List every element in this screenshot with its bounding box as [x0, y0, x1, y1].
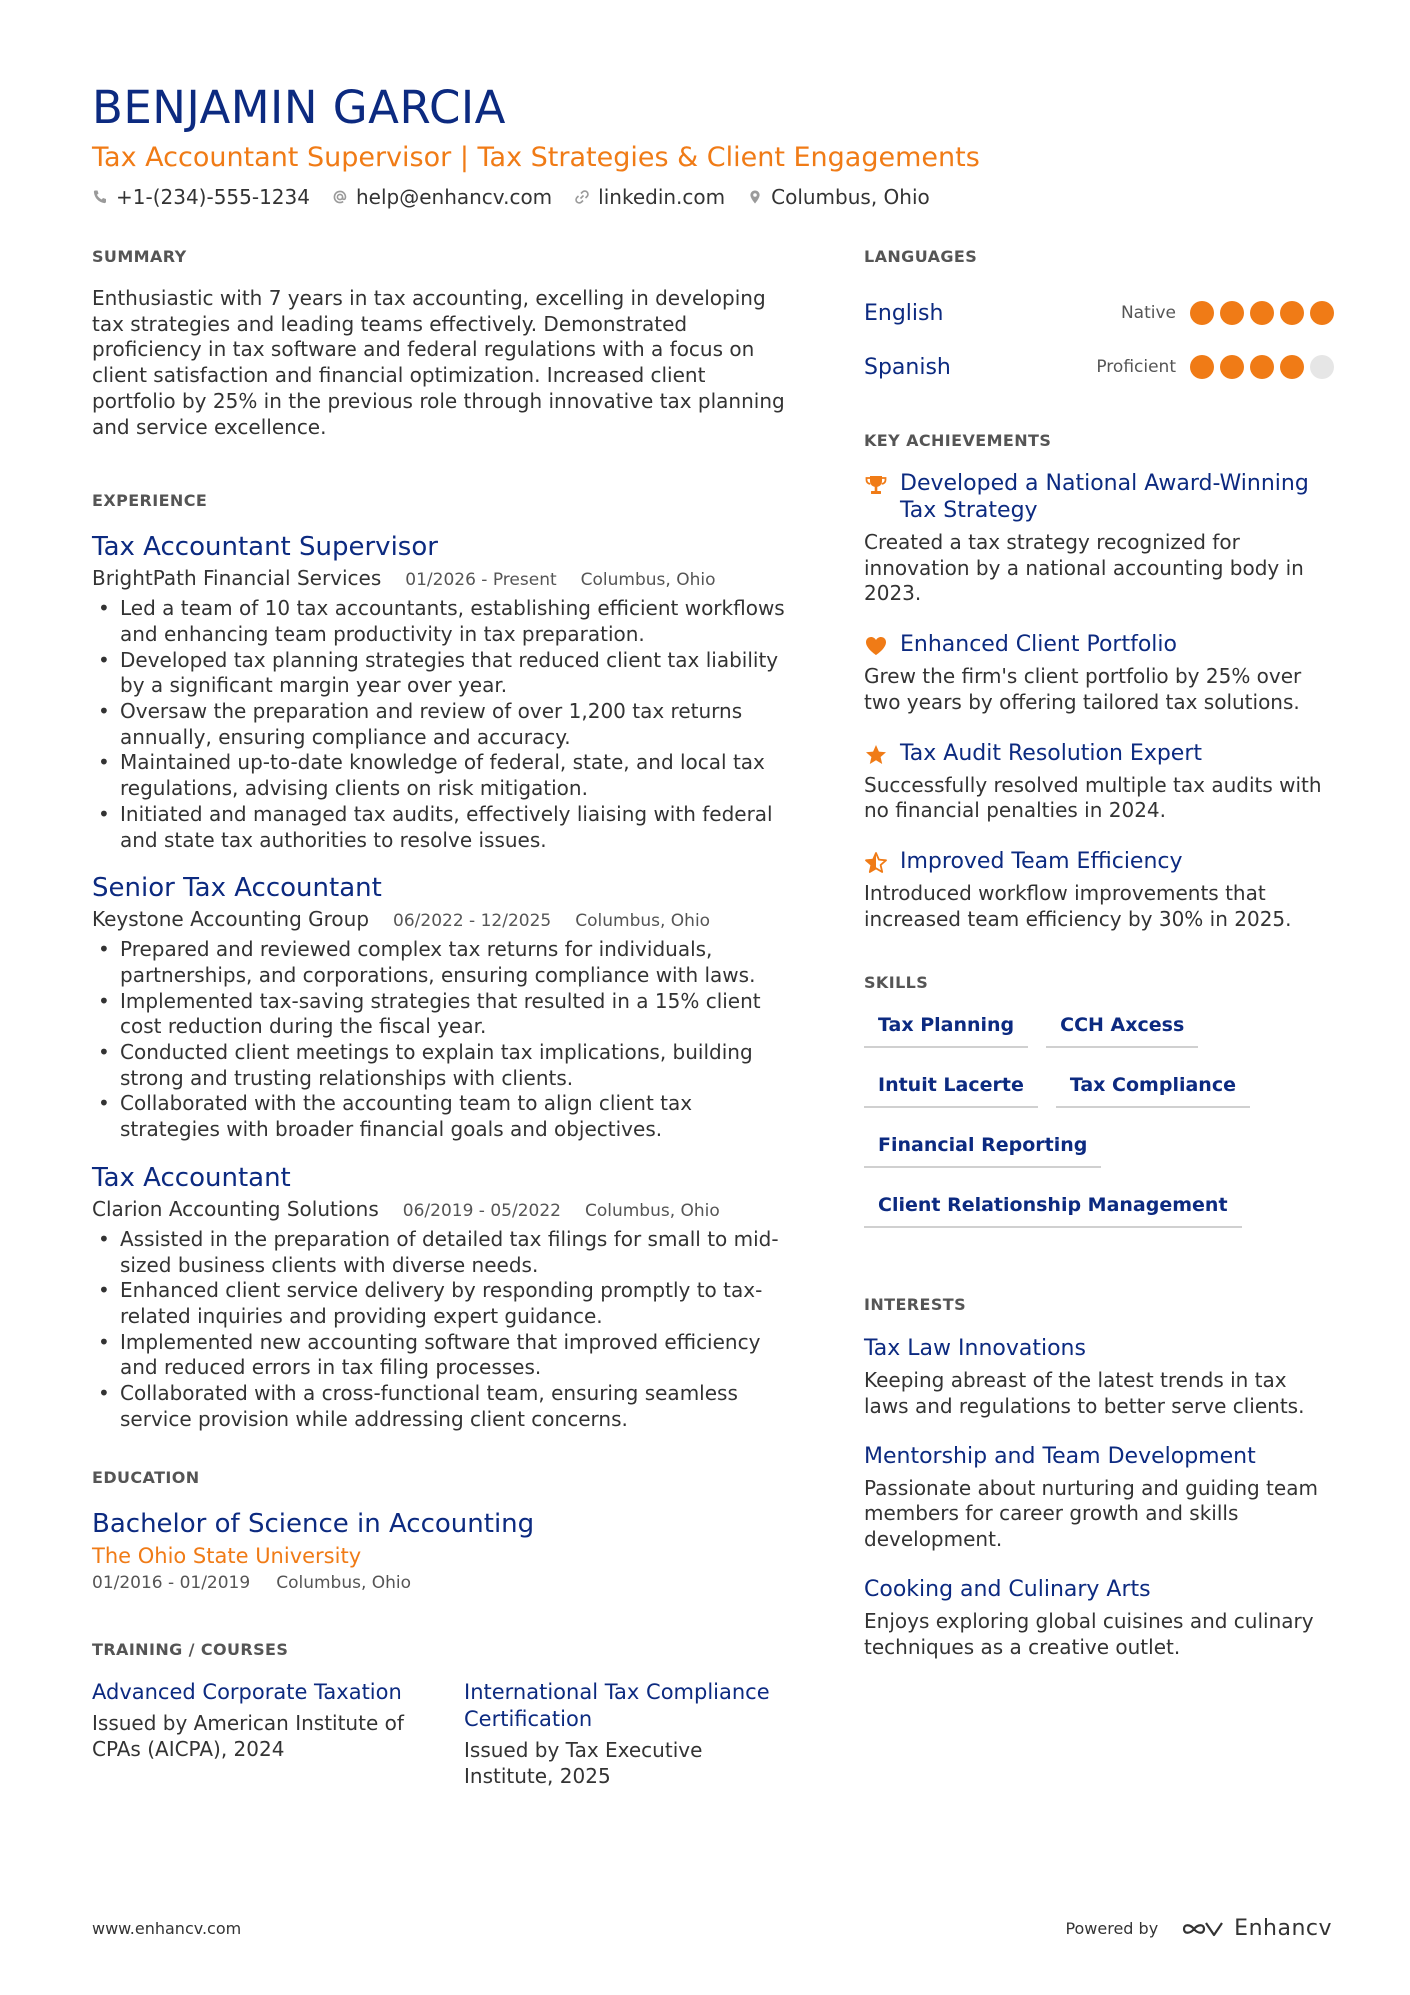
skill-tag: Tax Compliance: [1056, 1072, 1250, 1108]
achievement-desc: Introduced workflow improvements that increased team efficiency by 30% in 2025.: [864, 880, 1292, 931]
language-name: Spanish: [864, 354, 951, 380]
bullet-item: • Implemented tax-saving strategies that resulted in a 15% client cost reduction during the fiscal year.: [92, 989, 792, 1040]
rating-dot-filled: [1190, 301, 1214, 325]
skill-tag: Tax Planning: [864, 1012, 1028, 1048]
job-entry: [92, 1161, 792, 1433]
heart-icon: [864, 634, 888, 658]
rating-dot-empty: [1310, 355, 1334, 379]
rating-dot-filled: [1310, 301, 1334, 325]
job-meta: [92, 564, 792, 594]
section-title: KEY ACHIEVEMENTS: [864, 431, 1052, 450]
interest-title: Cooking and Culinary Arts: [864, 1576, 1151, 1602]
job-entry: [92, 530, 792, 853]
location-text: Columbus, Ohio: [771, 185, 930, 209]
language-name: English: [864, 300, 944, 326]
education-dates: 01/2016 - 01/2019: [92, 1572, 251, 1593]
interest-desc: Keeping abreast of the latest trends in tax laws and regulations to better serve clients.: [864, 1368, 1305, 1419]
email-text: help@enhancv.com: [355, 185, 553, 209]
achievement-header: [864, 631, 1334, 658]
job-dates: 06/2019 - 05/2022: [402, 1200, 561, 1221]
rating-dot-filled: [1250, 301, 1274, 325]
language-level: Proficient: [1096, 357, 1176, 377]
job-dates: 06/2022 - 12/2025: [393, 911, 552, 932]
job-dates: 01/2026 - Present: [405, 570, 557, 591]
achievement-desc: Created a tax strategy recognized for innovation by a national accounting body in 2023.: [864, 530, 1304, 606]
bullet-item: • Oversaw the preparation and review of over 1,200 tax returns annually, ensuring compliance and accuracy.: [92, 699, 792, 750]
achievement-title: Developed a National Award-Winning Tax Strategy: [900, 471, 1309, 523]
footer-url[interactable]: www.enhancv.com: [92, 1919, 242, 1938]
bullet-item: • Led a team of 10 tax accountants, establishing efficient workflows and enhancing team productivity in tax preparation.: [92, 596, 792, 647]
job-meta: [92, 1195, 792, 1225]
education-location: Columbus, Ohio: [276, 1572, 412, 1593]
section-title: LANGUAGES: [864, 247, 978, 266]
course-list: [92, 1679, 792, 1789]
course-item: [92, 1679, 420, 1789]
contact-location: [747, 182, 930, 212]
interest-title: Tax Law Innovations: [864, 1336, 1086, 1362]
achievement-item: [864, 470, 1334, 607]
course-title: Advanced Corporate Taxation: [92, 1679, 402, 1704]
job-company: BrightPath Financial Services: [92, 566, 382, 591]
job-company: Keystone Accounting Group: [92, 907, 370, 932]
brand-name: Enhancv: [1234, 1916, 1332, 1941]
bullet-item: • Conducted client meetings to explain tax implications, building strong and trusting relationships with clients.: [92, 1040, 792, 1091]
course-item: [464, 1679, 792, 1789]
contact-phone: [92, 182, 310, 212]
job-bullets: [92, 937, 792, 1143]
section-title: INTERESTS: [864, 1295, 966, 1315]
section-title: EDUCATION: [92, 1467, 200, 1487]
interest-item: [864, 1334, 1334, 1419]
trophy-icon: [864, 473, 888, 497]
skills-section: [864, 966, 1334, 1228]
job-meta: [92, 905, 792, 935]
achievement-desc: Grew the firm's client portfolio by 25% over two years by offering tailored tax solutions.: [864, 664, 1302, 714]
interests-section: [864, 1288, 1334, 1660]
course-title: International Tax Compliance Certification: [464, 1679, 770, 1731]
resume-header: [92, 78, 1332, 212]
bullet-item: • Assisted in the preparation of detailed tax filings for small to mid-sized business clients with diverse needs.: [92, 1227, 792, 1278]
bullet-item: • Prepared and reviewed complex tax returns for individuals, partnerships, and corporations, ensuring compliance with laws.: [92, 937, 792, 988]
contact-linkedin[interactable]: [574, 182, 725, 212]
education-school: The Ohio State University: [92, 1543, 362, 1568]
skill-tag: CCH Axcess: [1046, 1012, 1198, 1048]
rating-dot-filled: [1220, 301, 1244, 325]
language-item: [864, 286, 1334, 340]
at-icon: [332, 189, 348, 205]
achievement-item: [864, 740, 1334, 824]
bullet-item: • Implemented new accounting software that improved efficiency and reduced errors in tax filing processes.: [92, 1330, 792, 1381]
candidate-name: BENJAMIN GARCIA: [92, 81, 506, 134]
language-rating: [1190, 301, 1334, 325]
achievement-title: Tax Audit Resolution Expert: [900, 740, 1203, 766]
interest-item: [864, 1575, 1334, 1660]
rating-dot-filled: [1280, 301, 1304, 325]
star-icon: [864, 743, 888, 767]
job-entry: [92, 871, 792, 1143]
job-location: Columbus, Ohio: [575, 911, 711, 932]
contact-email[interactable]: [332, 182, 552, 212]
job-bullets: [92, 1227, 792, 1433]
section-title: EXPERIENCE: [92, 491, 208, 511]
bullet-item: • Collaborated with a cross-functional team, ensuring seamless service provision while addressing client concerns.: [92, 1381, 792, 1432]
education-degree: Bachelor of Science in Accounting: [92, 1508, 535, 1539]
achievement-header: [864, 470, 1334, 524]
job-title: Tax Accountant: [92, 1162, 291, 1193]
skill-list: [864, 1012, 1304, 1228]
rating-dot-filled: [1280, 355, 1304, 379]
section-title: TRAINING / COURSES: [92, 1639, 289, 1659]
interest-desc: Passionate about nurturing and guiding team members for career growth and skills development.: [864, 1475, 1318, 1552]
phone-icon: [92, 189, 108, 205]
contact-bar: [92, 182, 1332, 212]
summary-section: [92, 240, 792, 440]
interest-title: Mentorship and Team Development: [864, 1443, 1256, 1469]
job-location: Columbus, Ohio: [584, 1200, 720, 1221]
rating-dot-filled: [1250, 355, 1274, 379]
education-meta: [92, 1571, 792, 1595]
summary-text: Enthusiastic with 7 years in tax accounting, excelling in developing tax strategies and leading teams effectively. Demonstrated proficiency in tax software and federal regulations with a focus on client satisfaction and financial optimization. Increased client portfolio by 25% in the previous role through innovative tax planning and service excellence.: [92, 286, 785, 439]
course-issuer: Issued by American Institute of CPAs (AICPA), 2024: [92, 1710, 404, 1761]
achievement-item: [864, 848, 1334, 932]
achievement-item: [864, 631, 1334, 715]
achievement-title: Improved Team Efficiency: [900, 848, 1183, 874]
left-column: [92, 240, 792, 1789]
achievement-header: [864, 848, 1334, 875]
job-bullets: [92, 596, 792, 853]
interest-desc: Enjoys exploring global cuisines and culinary techniques as a creative outlet.: [864, 1608, 1314, 1659]
phone-text: +1-(234)-555-1234: [116, 185, 310, 209]
powered-by: [1065, 1916, 1332, 1941]
skill-tag: Client Relationship Management: [864, 1192, 1242, 1228]
languages-section: [864, 240, 1334, 394]
link-icon: [574, 189, 590, 205]
right-column: [864, 240, 1334, 1682]
enhancv-logo-icon: [1180, 1917, 1226, 1941]
brand-logo[interactable]: [1180, 1916, 1332, 1941]
linkedin-text: linkedin.com: [598, 185, 726, 209]
candidate-headline: Tax Accountant Supervisor | Tax Strategies & Client Engagements: [92, 142, 980, 173]
star-half-icon: [864, 851, 888, 875]
section-title: SKILLS: [864, 973, 929, 993]
rating-dot-filled: [1220, 355, 1244, 379]
achievement-desc: Successfully resolved multiple tax audits with no financial penalties in 2024.: [864, 772, 1322, 823]
bullet-item: • Collaborated with the accounting team to align client tax strategies with broader financial goals and objectives.: [92, 1091, 792, 1142]
education-section: [92, 1461, 792, 1595]
page-footer: [92, 1916, 1332, 1941]
language-item: [864, 340, 1334, 394]
achievements-section: [864, 424, 1334, 932]
language-level: Native: [1120, 303, 1176, 323]
interest-item: [864, 1442, 1334, 1553]
bullet-item: • Developed tax planning strategies that reduced client tax liability by a significant margin year over year.: [92, 648, 792, 699]
achievement-title: Enhanced Client Portfolio: [900, 632, 1177, 658]
job-title: Senior Tax Accountant: [92, 873, 382, 904]
bullet-item: • Maintained up-to-date knowledge of federal, state, and local tax regulations, advising clients on risk mitigation.: [92, 750, 792, 801]
experience-section: [92, 484, 792, 1432]
job-company: Clarion Accounting Solutions: [92, 1196, 379, 1221]
job-location: Columbus, Ohio: [580, 570, 716, 591]
achievement-header: [864, 740, 1334, 767]
section-title: SUMMARY: [92, 247, 187, 266]
training-section: [92, 1633, 792, 1789]
skill-tag: Financial Reporting: [864, 1132, 1101, 1168]
powered-by-label: Powered by: [1065, 1919, 1159, 1938]
bullet-item: • Enhanced client service delivery by responding promptly to tax-related inquiries and providing expert guidance.: [92, 1278, 792, 1329]
course-issuer: Issued by Tax Executive Institute, 2025: [464, 1737, 703, 1788]
rating-dot-filled: [1190, 355, 1214, 379]
job-title: Tax Accountant Supervisor: [92, 532, 438, 563]
location-pin-icon: [747, 189, 763, 205]
language-rating: [1190, 355, 1334, 379]
bullet-item: • Initiated and managed tax audits, effectively liaising with federal and state tax authorities to resolve issues.: [92, 802, 792, 853]
skill-tag: Intuit Lacerte: [864, 1072, 1038, 1108]
